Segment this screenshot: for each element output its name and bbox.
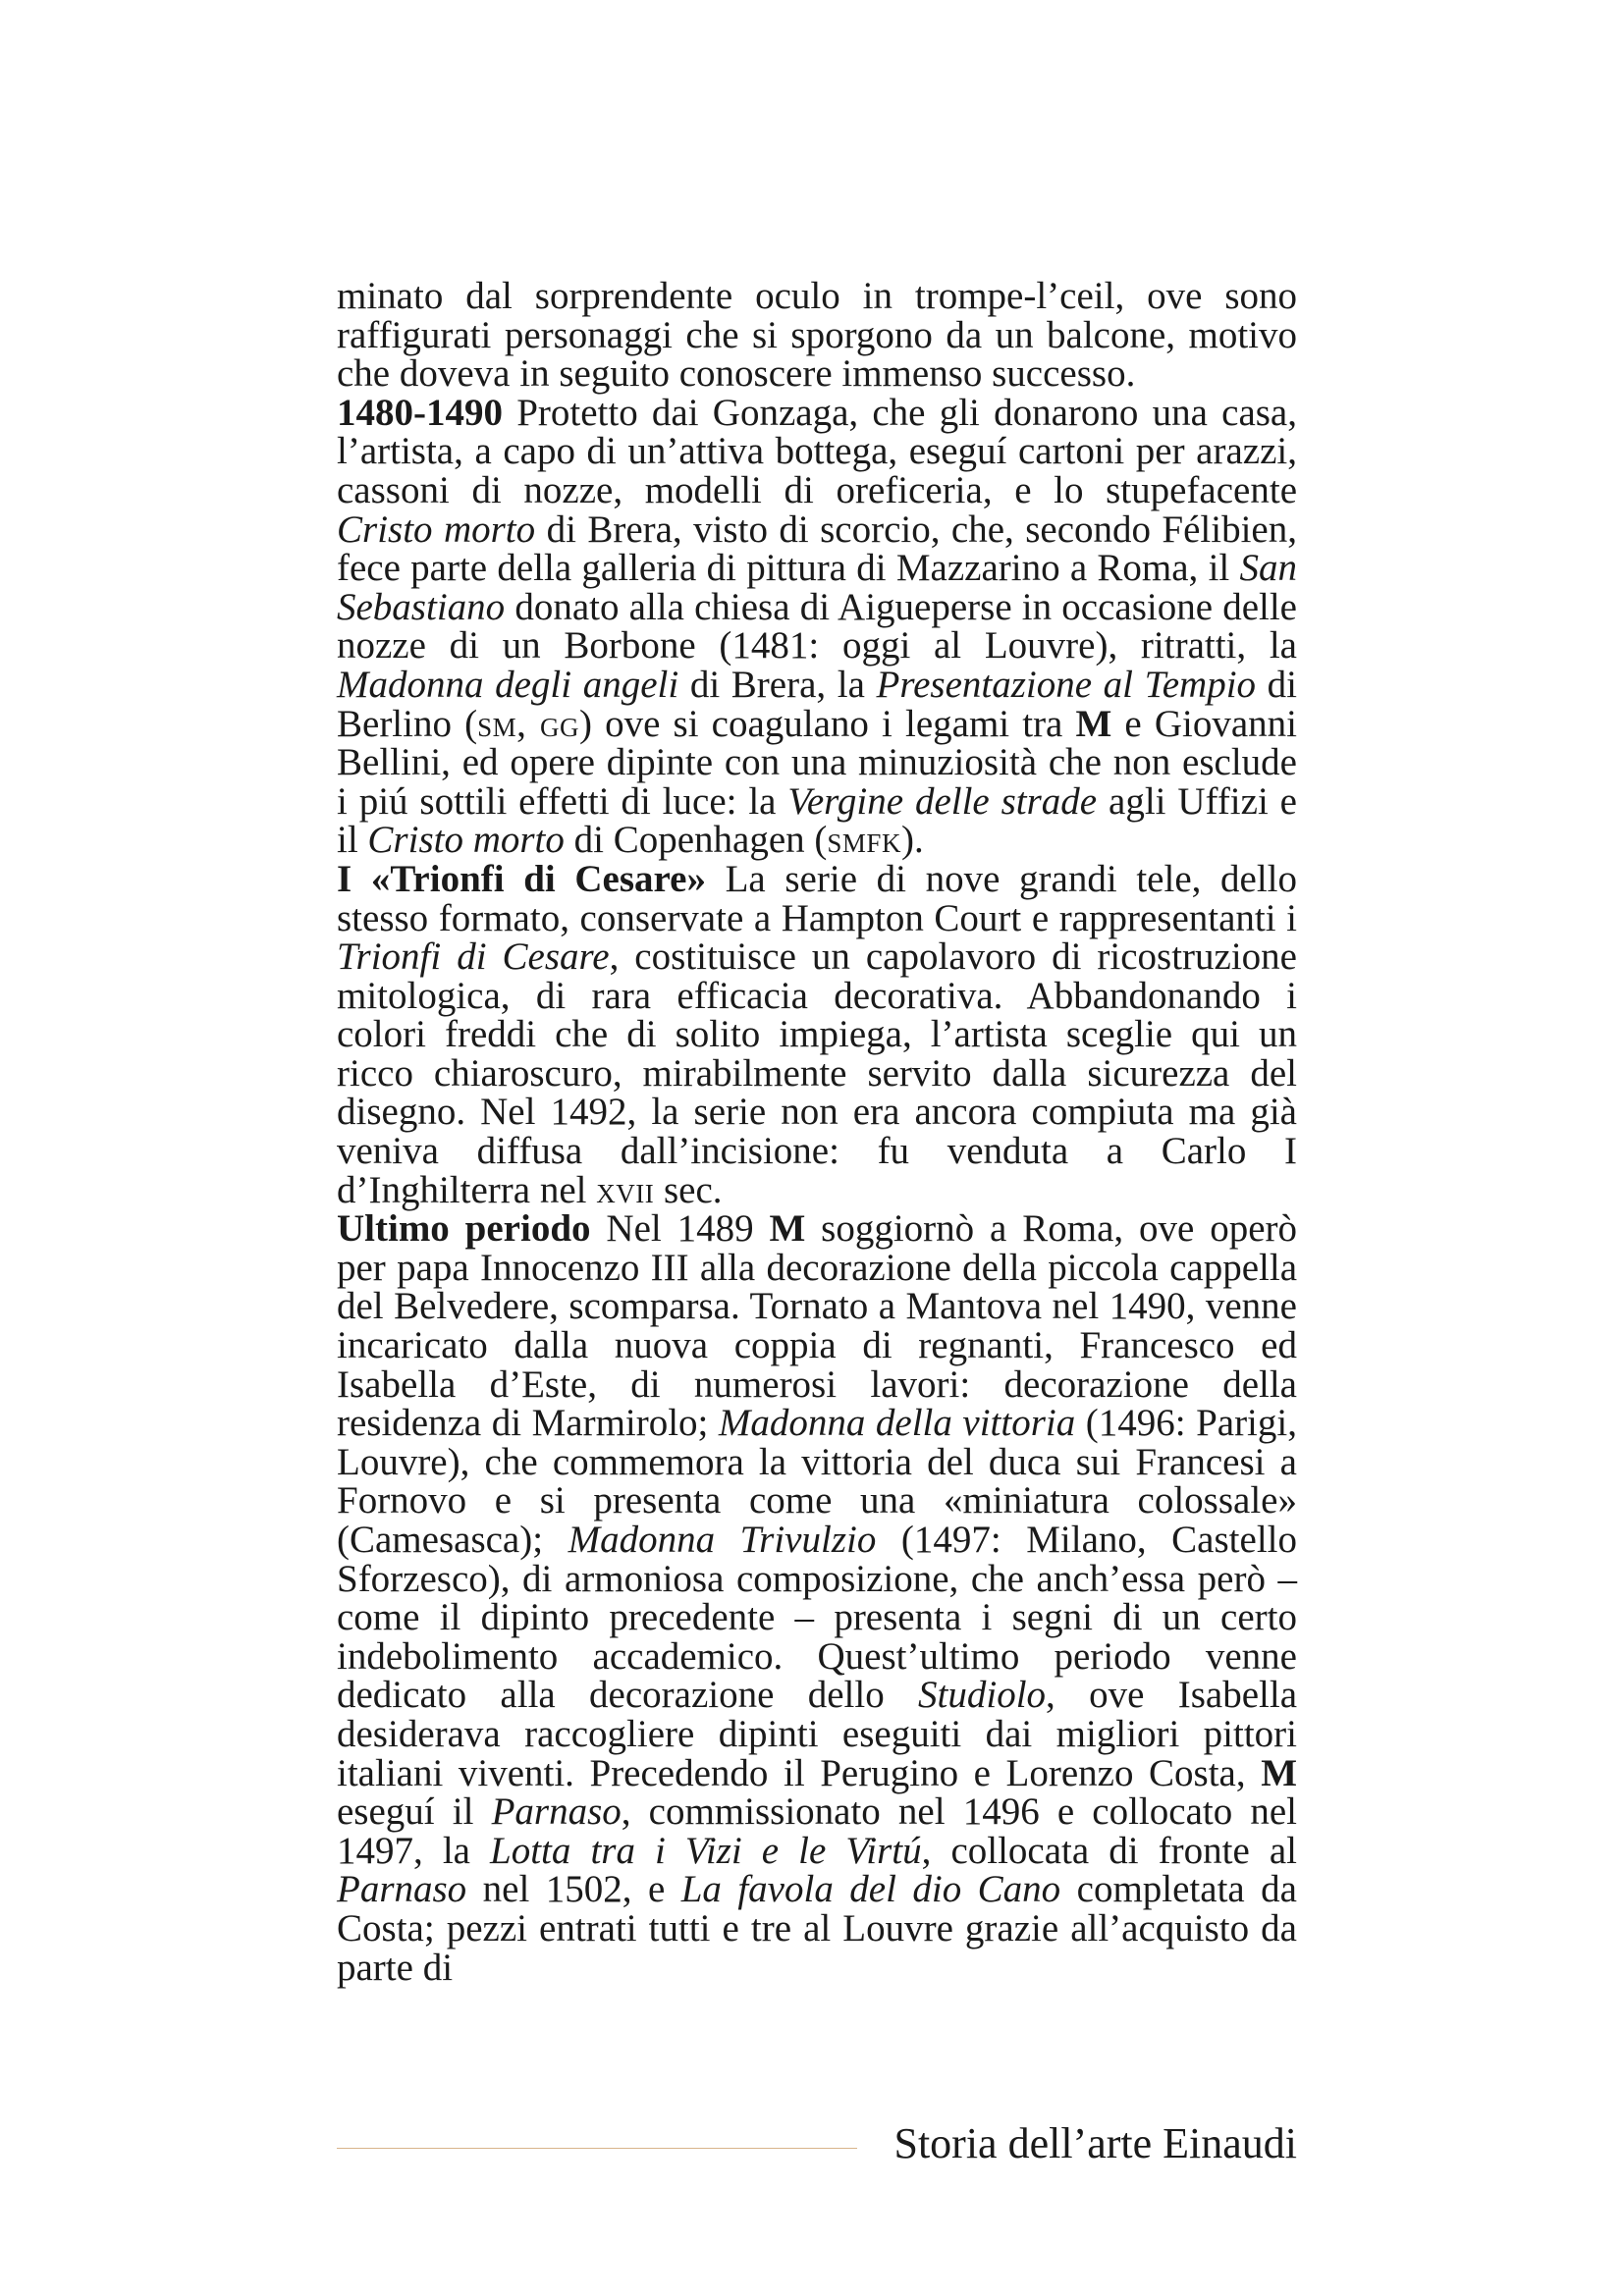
text-run: (1496: Parigi, Louvre), che commemora la vittoria del duca sui Francesi a Fornovo e si presenta come una «miniatura colossale» (Camesasca); — [337, 1402, 1297, 1561]
italic-run: San Sebastiano — [337, 547, 1297, 628]
text-run: , commissionato nel 1496 e collocato nel 1497, la — [337, 1790, 1297, 1872]
smallcaps-run: sm, gg — [477, 702, 579, 745]
smallcaps-run: smfk — [827, 819, 901, 862]
text-run: di Berlino ( — [337, 663, 1298, 745]
italic-run: Cristo morto — [367, 819, 565, 862]
bold-run: I «Trionfi di Cesare» — [337, 857, 706, 900]
text-run: di Brera, visto di scorcio, che, secondo Félibien, fece parte della galleria di pittura di Mazzarino a Roma, il — [337, 507, 1297, 590]
text-run: Protetto dai Gonzaga, che gli donarono una casa, l’artista, a capo di un’attiva bottega, eseguí cartoni per arazzi, cassoni di nozze, modelli di oreficeria, e lo stupefacente — [337, 391, 1297, 511]
smallcaps-run: xvii — [596, 1168, 655, 1211]
bold-run: M — [769, 1207, 806, 1251]
bold-run: M — [1261, 1751, 1297, 1794]
paragraph-ultimo-periodo — [337, 1209, 1297, 1987]
text-run: , ove Isabella desiderava raccogliere dipinti eseguiti dai migliori pittori italiani viventi. Precedendo il Perugino e Lorenzo Costa, — [337, 1674, 1298, 1794]
text-run: sec. — [654, 1168, 723, 1211]
italic-run: Presentazione al Tempio — [876, 663, 1257, 706]
text-run: (1497: Milano, Castello Sforzesco), di armoniosa composizione, che anch’essa però – come il dipinto precedente – presenta i segni di un certo indebolimento accademico. Quest’ultimo periodo venne dedicato alla decorazione dello — [337, 1519, 1297, 1717]
paragraph-trionfi-di-cesare — [337, 857, 1297, 1211]
italic-run: La favola del dio Cano — [680, 1868, 1061, 1911]
bold-run: 1480-1490 — [337, 391, 503, 434]
italic-run: Parnaso — [337, 1868, 467, 1911]
italic-run: Vergine delle strade — [787, 779, 1098, 823]
italic-run: Studiolo — [918, 1674, 1047, 1717]
page-footer — [337, 2110, 1297, 2169]
text-run: di Copenhagen ( — [564, 819, 828, 862]
italic-run: Cristo morto — [337, 507, 536, 551]
text-run: Nel 1489 — [590, 1207, 770, 1251]
bold-run: Ultimo periodo — [337, 1207, 591, 1251]
text-run: donato alla chiesa di Aigueperse in occasione delle nozze di un Borbone (1481: oggi al Louvre), ritratti, la — [337, 585, 1297, 667]
italic-run: Madonna della vittoria — [718, 1402, 1076, 1445]
text-run: eseguí il — [337, 1790, 492, 1834]
italic-run: Madonna degli angeli — [337, 663, 679, 706]
page-body — [337, 277, 1297, 1987]
text-run: soggiornò a Roma, ove operò per papa Innocenzo III alla decorazione della piccola cappella del Belvedere, scomparsa. Tornato a Mantova nel 1490, venne incaricato dalla nuova coppia di regnanti, Francesco ed Isabella d’Este, di numerosi lavori: decorazione della residenza di Marmirolo; — [337, 1207, 1298, 1445]
text-run: , costituisce un capolavoro di ricostruzione mitologica, di rara efficacia decorativa. Abbandonando i colori freddi che di solito impiega, l’artista sceglie qui un ricco chiaroscuro, mirabilmente servito dalla sicurezza del disegno. Nel 1492, la serie non era ancora compiuta ma già veniva diffusa dall’incisione: fu venduta a Carlo I d’Inghilterra nel — [337, 935, 1297, 1211]
text-run: e Giovanni Bellini, ed opere dipinte con una minuziosità che non esclude i piú sottili effetti di luce: la — [337, 702, 1297, 823]
text-run: nel 1502, e — [466, 1868, 681, 1911]
text-run: agli Uffizi e il — [337, 779, 1297, 862]
italic-run: Trionfi di Cesare — [337, 935, 610, 979]
bold-run: M — [1075, 702, 1112, 745]
text-run: , collocata di fronte al — [921, 1829, 1297, 1872]
paragraph-intro — [337, 277, 1297, 394]
text-run: minato dal sorprendente oculo in trompe-l’ceil, ove sono raffigurati personaggi che si sporgono da un balcone, motivo che doveva in seguito conoscere immenso successo. — [337, 275, 1297, 396]
text-run: ). — [900, 819, 924, 862]
paragraph-1480-1490 — [337, 391, 1298, 862]
italic-run: Madonna Trivulzio — [568, 1519, 877, 1561]
text-run: di Brera, la — [678, 663, 877, 706]
text-run: completata da Costa; pezzi entrati tutti e tre al Louvre grazie all’acquisto da parte di — [337, 1868, 1297, 1989]
italic-run: Parnaso — [491, 1790, 622, 1834]
text-run: ) ove si coagulano i legami tra — [578, 702, 1076, 745]
footer-title: Storia dell’arte Einaudi — [893, 2119, 1297, 2167]
italic-run: Lotta tra i Vizi e le Virtú — [490, 1829, 922, 1872]
text-run: La serie di nove grandi tele, dello stesso formato, conservate a Hampton Court e rappresentanti i — [337, 857, 1297, 939]
footer-rule — [337, 2148, 857, 2149]
